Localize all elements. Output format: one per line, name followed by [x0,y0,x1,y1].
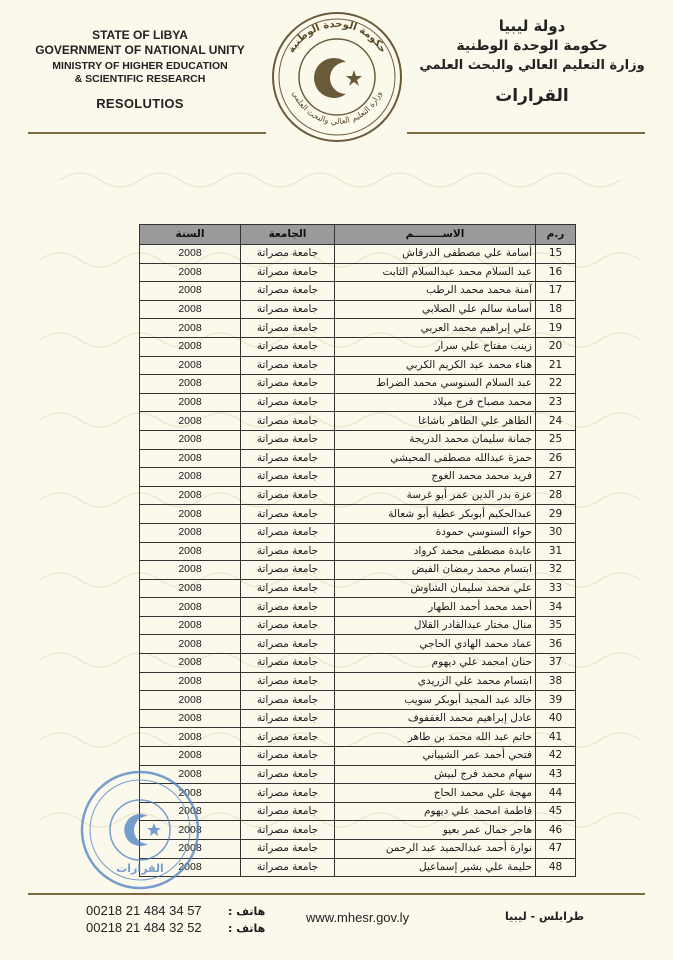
footer-rule [28,893,645,895]
row-name: علي محمد سليمان الشاوش [335,579,536,598]
seal-outer-text: حكومة الوحدة الوطنية [285,18,389,56]
row-number: 28 [536,486,576,505]
row-university: جامعة مصراتة [241,840,335,859]
row-number: 46 [536,821,576,840]
row-name: فتحي أحمد عمر الشيباني [335,747,536,766]
row-name: أحمد محمد أحمد الطهار [335,598,536,617]
row-name: زينب مفتاح علي سرار [335,337,536,356]
row-name: جمانة سليمان محمد الدريجة [335,430,536,449]
table-row [140,691,576,710]
row-number: 24 [536,412,576,431]
table-row [140,709,576,728]
row-year: 2008 [140,802,241,821]
table-row [140,449,576,468]
stamp-text: القرارات [116,862,164,875]
row-name: عبد السلام السنوسي محمد الضراط [335,375,536,394]
row-name: مهجة علي محمد الحاج [335,784,536,803]
row-university: جامعة مصراتة [241,300,335,319]
row-name: أسامة سالم علي الصلابي [335,300,536,319]
row-year: 2008 [140,561,241,580]
row-name: حاتم عبد الله محمد بن طاهر [335,728,536,747]
row-name: حواء السنوسي حمودة [335,523,536,542]
row-university: جامعة مصراتة [241,654,335,673]
row-year: 2008 [140,784,241,803]
ministry-name-ar: وزارة التعليم العالي والبحث العلمي [419,58,645,73]
table-row [140,747,576,766]
row-university: جامعة مصراتة [241,821,335,840]
row-university: جامعة مصراتة [241,486,335,505]
row-university: جامعة مصراتة [241,337,335,356]
row-number: 18 [536,300,576,319]
row-year: 2008 [140,691,241,710]
table-row [140,728,576,747]
footer-phone-2 [86,920,202,935]
phone-number-1: 00218 21 484 34 57 [86,903,202,918]
row-name: عبد السلام محمد عبدالسلام الثابت [335,263,536,282]
row-number: 16 [536,263,576,282]
row-name: عابدة مصطفى محمد كرواد [335,542,536,561]
row-number: 29 [536,505,576,524]
row-number: 25 [536,430,576,449]
table-row [140,319,576,338]
table-row [140,858,576,877]
row-number: 20 [536,337,576,356]
row-university: جامعة مصراتة [241,765,335,784]
row-university: جامعة مصراتة [241,356,335,375]
row-year: 2008 [140,728,241,747]
table-row [140,282,576,301]
row-year: 2008 [140,840,241,859]
row-number: 40 [536,709,576,728]
row-year: 2008 [140,282,241,301]
table-header-row [140,225,576,245]
row-university: جامعة مصراتة [241,579,335,598]
row-name: علي إبراهيم محمد العربي [335,319,536,338]
row-university: جامعة مصراتة [241,430,335,449]
table-row [140,468,576,487]
row-number: 37 [536,654,576,673]
row-number: 48 [536,858,576,877]
row-year: 2008 [140,245,241,264]
state-name-ar: دولة ليبيا [498,17,566,35]
row-year: 2008 [140,375,241,394]
row-name: ابتسام محمد رمضان الفيض [335,561,536,580]
row-name: عبدالحكيم أبوبكر عطية أبو شعالة [335,505,536,524]
row-name: ابتسام محمد علي الزريدي [335,672,536,691]
row-year: 2008 [140,337,241,356]
row-university: جامعة مصراتة [241,616,335,635]
table-row [140,523,576,542]
row-number: 22 [536,375,576,394]
row-university: جامعة مصراتة [241,505,335,524]
row-university: جامعة مصراتة [241,542,335,561]
row-name: عماد محمد الهادي الحاجي [335,635,536,654]
row-year: 2008 [140,505,241,524]
row-year: 2008 [140,300,241,319]
row-university: جامعة مصراتة [241,728,335,747]
header-rule-right [407,132,645,134]
table-row [140,263,576,282]
state-name-en: STATE OF LIBYA [92,28,188,42]
row-year: 2008 [140,523,241,542]
row-number: 33 [536,579,576,598]
phone-label-1: هاتف : [228,905,266,918]
table-row [140,672,576,691]
row-number: 35 [536,616,576,635]
row-name: محمد مصباح فرج ميلاد [335,393,536,412]
row-year: 2008 [140,430,241,449]
star-icon [346,70,362,86]
row-university: جامعة مصراتة [241,561,335,580]
row-name: حنان امحمد علي ديهوم [335,654,536,673]
stamp-crescent-icon [124,814,148,846]
header-num: ر.م [536,225,576,245]
government-name-en: GOVERNMENT OF NATIONAL UNITY [35,43,245,57]
table-row [140,840,576,859]
row-name: فاطمة امحمد علي ديهوم [335,802,536,821]
table-row [140,765,576,784]
table-row [140,598,576,617]
header-year: السنة [140,225,241,245]
row-year: 2008 [140,412,241,431]
row-university: جامعة مصراتة [241,393,335,412]
row-year: 2008 [140,319,241,338]
row-year: 2008 [140,263,241,282]
row-number: 21 [536,356,576,375]
row-university: جامعة مصراتة [241,282,335,301]
header-english [30,28,250,112]
row-year: 2008 [140,579,241,598]
row-university: جامعة مصراتة [241,691,335,710]
table-row [140,821,576,840]
row-number: 26 [536,449,576,468]
row-name: سهام محمد فرج لبيش [335,765,536,784]
table-row [140,375,576,394]
phone-label-2: هاتف : [228,922,266,935]
row-university: جامعة مصراتة [241,412,335,431]
seal-inner-text: وزارة التعليم العالي والبحث العلمي [290,89,384,127]
row-name: منال مختار عبدالقادر القلال [335,616,536,635]
table-row [140,654,576,673]
row-number: 32 [536,561,576,580]
row-university: جامعة مصراتة [241,468,335,487]
row-number: 42 [536,747,576,766]
row-year: 2008 [140,858,241,877]
row-number: 23 [536,393,576,412]
row-year: 2008 [140,468,241,487]
row-university: جامعة مصراتة [241,319,335,338]
section-title-ar: القرارات [495,86,569,106]
row-number: 17 [536,282,576,301]
row-university: جامعة مصراتة [241,858,335,877]
row-name: هناء محمد عبد الكريم الكربي [335,356,536,375]
row-number: 31 [536,542,576,561]
header-name: الاســــــــم [335,225,536,245]
table-row [140,802,576,821]
row-name: هاجر جمال عمر بعيو [335,821,536,840]
table-row [140,430,576,449]
row-year: 2008 [140,709,241,728]
row-number: 47 [536,840,576,859]
row-year: 2008 [140,449,241,468]
row-number: 43 [536,765,576,784]
table-row [140,542,576,561]
ministry-seal [270,10,404,144]
row-name: عادل إبراهيم محمد الغففوف [335,709,536,728]
website-link[interactable]: www.mhesr.gov.ly [306,910,410,925]
row-university: جامعة مصراتة [241,672,335,691]
crescent-icon [314,58,346,98]
footer-phone-1 [86,903,202,918]
row-number: 36 [536,635,576,654]
government-name-ar: حكومة الوحدة الوطنية [456,38,608,54]
table-row [140,412,576,431]
table-row [140,300,576,319]
row-year: 2008 [140,393,241,412]
table-row [140,579,576,598]
row-university: جامعة مصراتة [241,375,335,394]
row-number: 45 [536,802,576,821]
row-name: خالد عبد المجيد أبوبكر سويب [335,691,536,710]
row-name: آمنة محمد محمد الرطب [335,282,536,301]
row-number: 27 [536,468,576,487]
header-university: الجامعة [241,225,335,245]
table-row [140,635,576,654]
row-year: 2008 [140,672,241,691]
ministry-name-en-2: & SCIENTIFIC RESEARCH [74,73,206,85]
row-name: أسامة علي مصطفى الدرقاش [335,245,536,264]
row-year: 2008 [140,616,241,635]
table-row [140,245,576,264]
row-year: 2008 [140,542,241,561]
row-year: 2008 [140,765,241,784]
row-name: حليمة علي بشير إسماعيل [335,858,536,877]
row-university: جامعة مصراتة [241,523,335,542]
graduates-table [139,224,576,877]
phone-number-2: 00218 21 484 32 52 [86,920,202,935]
row-year: 2008 [140,598,241,617]
row-university: جامعة مصراتة [241,598,335,617]
row-name: عزة بدر الدين عمر أبو غرسة [335,486,536,505]
row-number: 34 [536,598,576,617]
table-row [140,356,576,375]
row-number: 15 [536,245,576,264]
table-row [140,505,576,524]
table-row [140,561,576,580]
table-row [140,616,576,635]
row-number: 39 [536,691,576,710]
row-university: جامعة مصراتة [241,747,335,766]
stamp-star-icon [147,823,161,836]
row-university: جامعة مصراتة [241,802,335,821]
row-university: جامعة مصراتة [241,635,335,654]
table-body [140,245,576,877]
row-name: نوارة أحمد عبدالحميد عبد الرحمن [335,840,536,859]
ministry-stamp [78,768,202,892]
table-row [140,337,576,356]
table-row [140,393,576,412]
table-row [140,486,576,505]
row-number: 19 [536,319,576,338]
row-number: 44 [536,784,576,803]
header-arabic [417,16,647,108]
row-university: جامعة مصراتة [241,449,335,468]
row-year: 2008 [140,821,241,840]
row-university: جامعة مصراتة [241,709,335,728]
header-rule-left [28,132,266,134]
row-number: 38 [536,672,576,691]
row-year: 2008 [140,747,241,766]
row-year: 2008 [140,635,241,654]
row-number: 41 [536,728,576,747]
row-university: جامعة مصراتة [241,784,335,803]
row-year: 2008 [140,654,241,673]
row-name: فريد محمد محمد الغوج [335,468,536,487]
ministry-name-en: MINISTRY OF HIGHER EDUCATION [52,60,228,72]
table-row [140,784,576,803]
row-name: حمزة عبدالله مصطفى المحيشي [335,449,536,468]
row-year: 2008 [140,356,241,375]
row-number: 30 [536,523,576,542]
footer-location: طرابلس - ليبيا [505,910,585,923]
section-title-en: RESOLUTIOS [96,96,184,111]
row-name: الطاهر علي الطاهر باشاغا [335,412,536,431]
row-university: جامعة مصراتة [241,263,335,282]
row-year: 2008 [140,486,241,505]
row-university: جامعة مصراتة [241,245,335,264]
